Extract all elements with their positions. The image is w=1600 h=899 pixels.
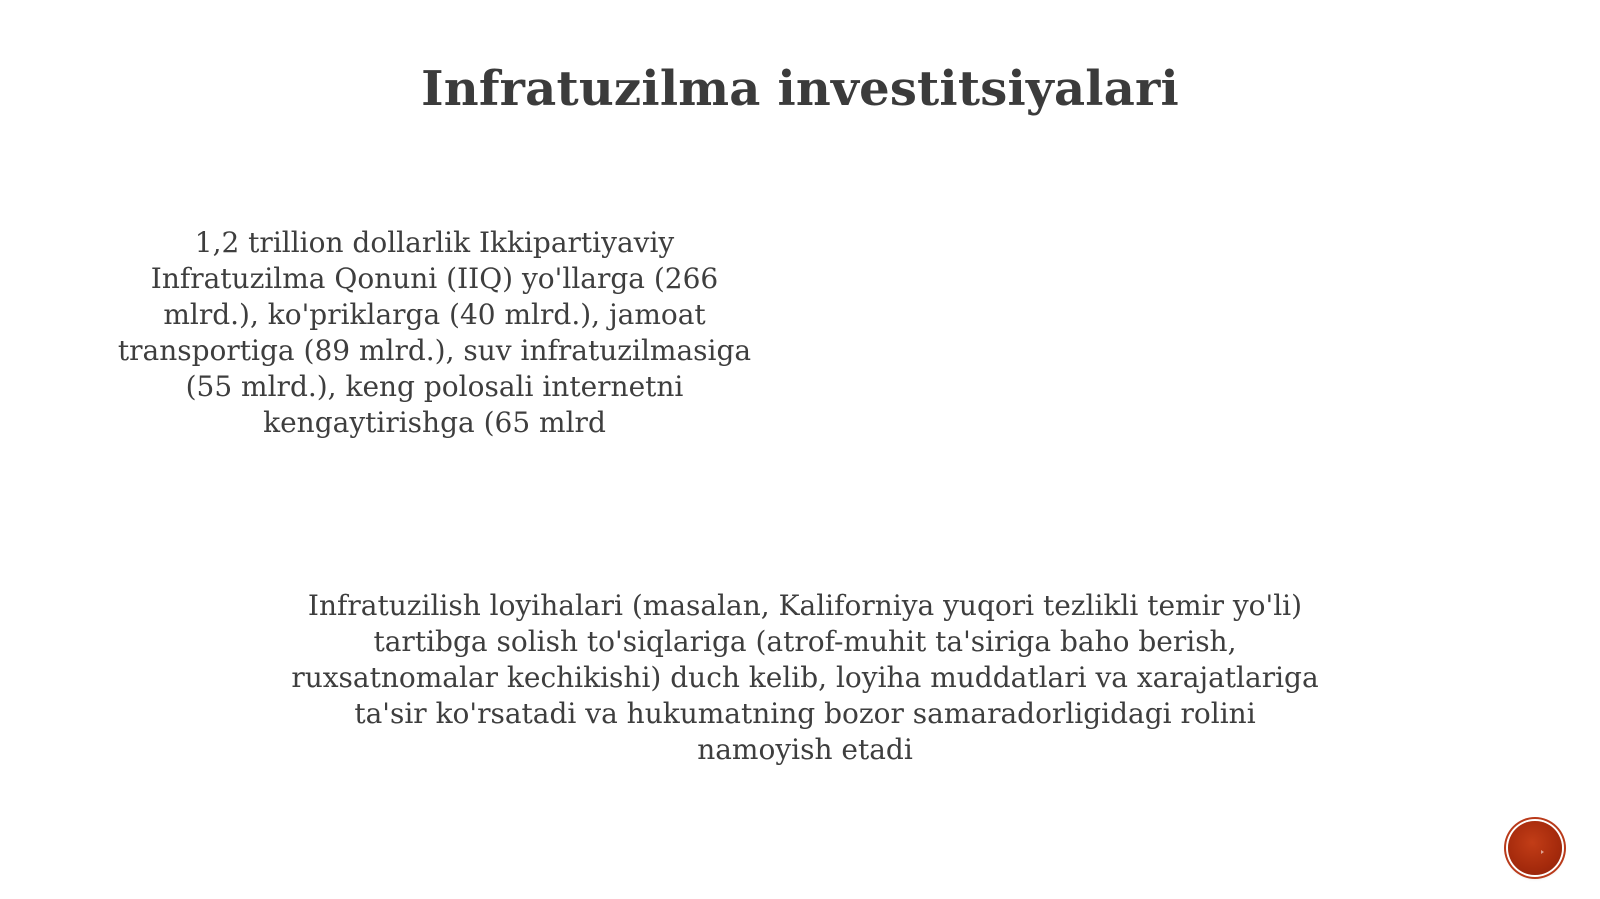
text-block-regulatory-barriers: Infratuzilish loyihalari (masalan, Kaliforniya yuqori tezlikli temir yo'li) tartibga solish to'siqlariga (atrof-muhit ta'siriga baho berish, ruxsatnomalar kechikishi) duch kelib, loyiha muddatlari va xarajatlariga ta'sir ko'rsatadi va hukumatning bozor samaradorligidagi rolini namoyish etadi xyxy=(291,589,1319,766)
slide-title: Infratuzilma investitsiyalari xyxy=(421,61,1179,117)
next-slide-icon xyxy=(1541,850,1544,854)
text-block-infrastructure-law: 1,2 trillion dollarlik Ikkipartiyaviy Infratuzilma Qonuni (IIQ) yo'llarga (266 mlrd.), ko'priklarga (40 mlrd.), jamoat transportiga (89 mlrd.), suv infratuzilmasiga (55 mlrd.), keng polosali internetni kengaytirishga (65 mlrd xyxy=(117,226,752,439)
next-slide-button[interactable] xyxy=(1508,821,1562,875)
